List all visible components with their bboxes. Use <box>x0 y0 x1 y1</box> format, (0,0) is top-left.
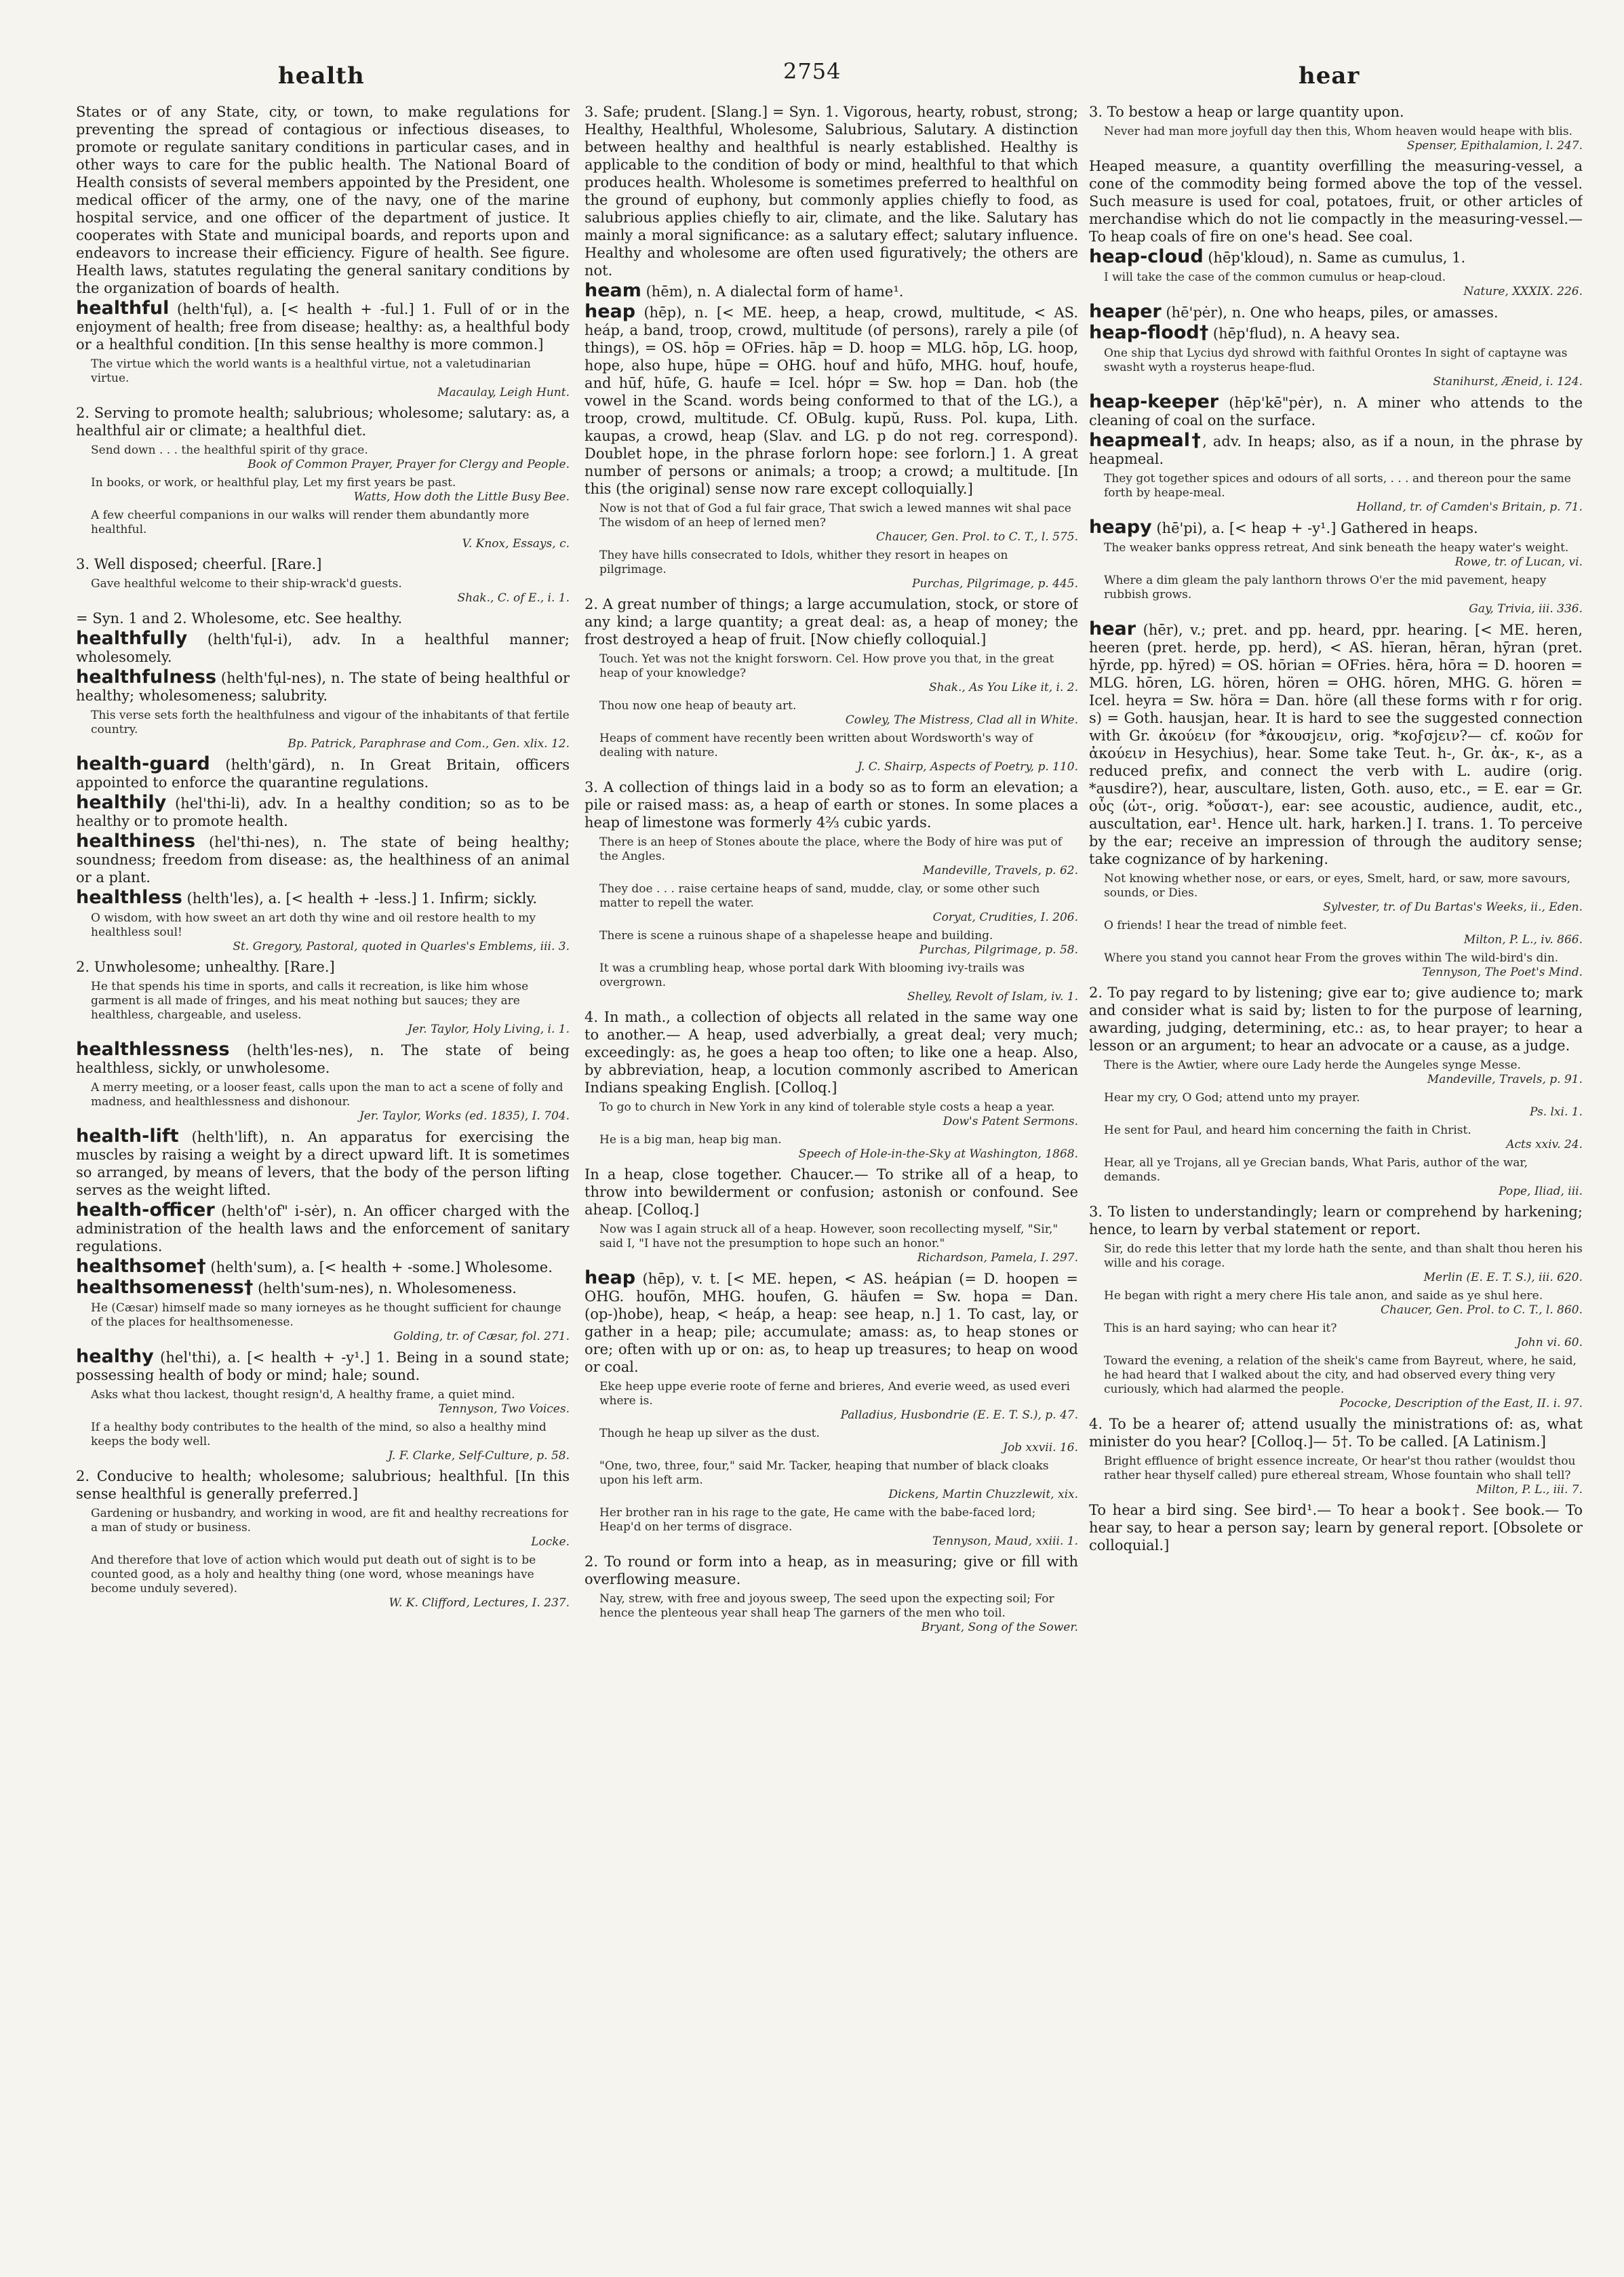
citation-quote <box>1104 271 1583 299</box>
sense-text: Heaped measure, a quantity overfilling the measuring-vessel, a cone of the commodity being formed above the top of the vessel. Such measure is used for coal, potatoes, fruit, or other articles of merchandise which do not lie compactly in the measuring-vessel.— To heap coals of fire on one's head. See coal. <box>1089 158 1583 245</box>
citation-quote <box>1104 1242 1583 1285</box>
quote-text: They have hills consecrated to Idols, whither they resort in heapes on pilgrimage. <box>599 549 1008 576</box>
sense-text: 3. Safe; prudent. [Slang.] = Syn. 1. Vigorous, hearty, robust, strong; Healthy, Healthful, Wholesome, Salubrious, Salutary. A distinction between healthy and healthful is nearly established. Healthy is applicable to the condition of body or mind, healthful to that which produces health. Wholesome is sometimes preferred to healthful on the ground of euphony, but commonly applies chiefly to food, as salubrious applies chiefly to air, climate, and the like. Salutary has mainly a moral significance: as a salutary effect; salutary influence. Healthy and wholesome are often used figuratively; the others are not. <box>585 104 1078 279</box>
quote-text: Heaps of comment have recently been written about Wordsworth's way of dealing with nature. <box>599 732 1033 759</box>
quote-source: V. Knox, Essays, c. <box>462 537 570 551</box>
quote-source: Milton, P. L., iii. 7. <box>1476 1483 1583 1497</box>
quote-source: Shelley, Revolt of Islam, iv. 1. <box>907 990 1078 1004</box>
quote-text: He is a big man, heap big man. <box>599 1133 782 1147</box>
quote-source: Purchas, Pilgrimage, p. 445. <box>912 577 1078 591</box>
quote-source: Milton, P. L., iv. 866. <box>1463 933 1583 947</box>
quote-source: Book of Common Prayer, Prayer for Clergy and People. <box>247 458 570 471</box>
headword: healthlessness <box>76 1039 230 1060</box>
quote-text: Nay, strew, with free and joyous sweep, The seed upon the expecting soil; For hence the plenteous year shall heap The garners of the men who toil. <box>599 1592 1054 1620</box>
citation-quote <box>91 1553 570 1610</box>
citation-quote <box>1104 1058 1583 1087</box>
quote-source: Stanihurst, Æneid, i. 124. <box>1433 375 1583 389</box>
citation-quote <box>91 911 570 954</box>
headword: heam <box>585 280 641 301</box>
column-left <box>76 102 570 2258</box>
quote-source: Jer. Taylor, Works (ed. 1835), I. 704. <box>359 1109 570 1123</box>
quote-source: Dow's Patent Sermons. <box>943 1115 1078 1128</box>
quote-source: Holland, tr. of Camden's Britain, p. 71. <box>1356 500 1583 514</box>
quote-text: Gardening or husbandry, and working in wood, are fit and healthy recreations for a man of study or business. <box>91 1507 568 1534</box>
citation-quote <box>91 357 570 400</box>
quote-source: Shak., As You Like it, i. 2. <box>928 681 1078 694</box>
definition-text: (helth'les-nes), n. The state of being healthless, sickly, or unwholesome. <box>76 1042 570 1076</box>
sense-text: 2. A great number of things; a large accumulation, stock, or store of any kind; a large quantity; a great deal: as, a heap of money; the frost destroyed a heap of fruit. [Now chiefly colloquial.] <box>585 596 1078 648</box>
quote-text: Sir, do rede this letter that my lorde hath the sente, and than shalt thou heren his wille and his corage. <box>1104 1242 1583 1270</box>
citation-quote <box>599 1133 1078 1162</box>
definition-text: (helth'gärd), n. In Great Britain, officers appointed to enforce the quarantine regulations. <box>76 757 570 791</box>
citation-quote <box>1104 872 1583 915</box>
quote-source: Pococke, Description of the East, II. i. 97. <box>1339 1397 1583 1410</box>
citation-quote <box>1104 574 1583 616</box>
citation-quote <box>1104 125 1583 153</box>
dictionary-entry <box>76 1128 570 1199</box>
quote-text: O friends! I hear the tread of nimble feet. <box>1104 919 1347 932</box>
citation-quote <box>91 1301 570 1344</box>
definition-text: (hēp'kē"pėr), n. A miner who attends to the cleaning of coal on the surface. <box>1089 395 1583 429</box>
quote-source: Cowley, The Mistress, Clad all in White. <box>845 713 1078 727</box>
citation-quote <box>599 502 1078 544</box>
quote-source: J. F. Clarke, Self-Culture, p. 58. <box>388 1449 570 1463</box>
headword: healthfully <box>76 628 188 649</box>
quote-text: Hear, all ye Trojans, all ye Grecian bands, What Paris, author of the war, demands. <box>1104 1156 1528 1184</box>
dictionary-entry <box>585 1269 1078 1376</box>
quote-source: Chaucer, Gen. Prol. to C. T., l. 575. <box>876 530 1078 544</box>
quote-text: Hear my cry, O God; attend unto my prayer. <box>1104 1091 1360 1105</box>
citation-quote <box>599 1101 1078 1129</box>
quote-source: Macaulay, Leigh Hunt. <box>437 386 570 399</box>
citation-quote <box>599 1592 1078 1635</box>
quote-source: Tennyson, Maud, xxiii. 1. <box>932 1534 1078 1548</box>
quote-text: Though he heap up silver as the dust. <box>599 1427 820 1440</box>
citation-quote <box>599 835 1078 878</box>
citation-quote <box>599 929 1078 957</box>
citation-quote <box>1104 1322 1583 1350</box>
definition-text: (helth'sum-nes), n. Wholesomeness. <box>253 1280 517 1296</box>
quote-text: I will take the case of the common cumulus or heap-cloud. <box>1104 271 1446 284</box>
right-guide-word: hear <box>1299 62 1360 90</box>
dictionary-entry <box>585 303 1078 498</box>
headword: heap <box>585 301 636 322</box>
sense-text: 4. In math., a collection of objects all related in the same way one to another.— A heap, used adverbially, a great deal; very much; exceedingly: as, he goes a heap too often; to like one a heap. Also, by abbreviation, heap, a locution commonly ascribed to American Indians speaking English. [Colloq.] <box>585 1009 1078 1096</box>
citation-quote <box>599 549 1078 591</box>
quote-source: Purchas, Pilgrimage, p. 58. <box>919 943 1078 957</box>
quote-source: Pope, Iliad, iii. <box>1499 1185 1583 1198</box>
citation-quote <box>599 962 1078 1004</box>
headword: heaper <box>1089 301 1162 322</box>
citation-quote <box>91 1507 570 1549</box>
quote-source: Dickens, Martin Chuzzlewit, xix. <box>888 1488 1078 1501</box>
citation-quote <box>599 1223 1078 1265</box>
dictionary-entry <box>76 669 570 705</box>
sense-text: 2. To round or form into a heap, as in measuring; give or fill with overflowing measure. <box>585 1553 1078 1587</box>
definition-text: (helth'les), a. [< health + -less.] 1. Infirm; sickly. <box>182 890 538 907</box>
quote-text: Asks what thou lackest, thought resign'd, A healthy frame, a quiet mind. <box>91 1388 515 1402</box>
quote-text: Where you stand you cannot hear From the groves within The wild-bird's din. <box>1104 951 1559 965</box>
quote-source: Rowe, tr. of Lucan, vi. <box>1454 555 1583 569</box>
quote-text: There is the Awtier, where oure Lady herde the Aungeles synge Messe. <box>1104 1058 1521 1072</box>
sense-text: 4. To be a hearer of; attend usually the ministrations of: as, what minister do you hear? [Colloq.]— 5†. To be called. [A Latinism.] <box>1089 1416 1583 1450</box>
left-guide-word: health <box>278 62 365 90</box>
citation-quote <box>1104 1156 1583 1199</box>
sense-text: States or of any State, city, or town, to make regulations for preventing the spread of contagious or infectious diseases, to promote or regulate sanitary conditions in particular cases, and in other ways to care for the public health. The National Board of Health consists of several members appointed by the President, one medical officer of the army, one of the navy, one of the marine hospital service, and one officer of the department of justice. It cooperates with State and municipal boards, and reports upon and endeavors to increase their efficiency. Figure of health. See figure. Health laws, statutes regulating the general sanitary conditions by the organization of boards of health. <box>76 104 570 296</box>
definition-text: (hel'thi-li), adv. In a healthy condition; so as to be healthy or to promote health. <box>76 795 570 829</box>
definition-text: (helth'fụl-i), adv. In a healthful manner; wholesomely. <box>76 631 570 665</box>
sense-text: 2. Serving to promote health; salubrious; wholesome; salutary: as, a healthful air or climate; a healthful diet. <box>76 405 570 439</box>
dictionary-entry <box>76 833 570 886</box>
quote-source: Richardson, Pamela, I. 297. <box>917 1251 1078 1265</box>
dictionary-entry <box>76 300 570 353</box>
quote-text: He (Cæsar) himself made so many iorneyes as he thought sufficient for chaunge of the places for healthsomenesse. <box>91 1301 561 1329</box>
quote-text: A few cheerful companions in our walks will render them abundantly more healthful. <box>91 509 530 536</box>
headword: healthfulness <box>76 667 217 688</box>
quote-text: Touch. Yet was not the knight forsworn. Cel. How prove you that, in the great heap of your knowledge? <box>599 652 1054 680</box>
quote-text: Now was I again struck all of a heap. However, soon recollecting myself, "Sir," said I, "I have not the presumption to hope such an honor." <box>599 1223 1058 1250</box>
headword: heap <box>585 1267 636 1288</box>
sense-text: 3. To listen to understandingly; learn or comprehend by harkening; hence, to learn by verbal statement or report. <box>1089 1204 1583 1238</box>
dictionary-entry <box>1089 248 1583 266</box>
headword: heapy <box>1089 517 1152 538</box>
citation-quote <box>91 709 570 751</box>
definition-text: (hel'thi), a. [< health + -y¹.] 1. Being in a sound state; possessing health of body or mind; hale; sound. <box>76 1349 570 1383</box>
quote-text: There is an heep of Stones aboute the place, where the Body of hire was put of the Angles. <box>599 835 1063 863</box>
quote-source: Mandeville, Travels, p. 62. <box>922 864 1078 877</box>
sense-text: In a heap, close together. Chaucer.— To strike all of a heap, to throw into bewilderment or confusion; astonish or confound. See aheap. [Colloq.] <box>585 1166 1078 1218</box>
quote-text: The weaker banks oppress retreat, And sink beneath the heapy water's weight. <box>1104 541 1569 555</box>
definition-text: (helth'fụl-nes), n. The state of being healthful or healthy; wholesomeness; salubrity. <box>76 670 570 704</box>
citation-quote <box>1104 951 1583 980</box>
quote-text: Thou now one heap of beauty art. <box>599 699 797 713</box>
quote-source: Tennyson, The Poet's Mind. <box>1422 966 1583 979</box>
definition-text: (hē'pėr), n. One who heaps, piles, or amasses. <box>1161 304 1499 321</box>
quote-text: One ship that Lycius dyd shrowd with faithful Orontes In sight of captayne was swasht wyth a roysterus heape-flud. <box>1104 346 1568 374</box>
quote-text: He began with right a mery chere His tale anon, and saide as ye shul here. <box>1104 1289 1543 1303</box>
dictionary-entry <box>1089 324 1583 342</box>
dictionary-entry <box>76 1258 570 1276</box>
citation-quote <box>1104 1454 1583 1497</box>
headword: heap-cloud <box>1089 246 1204 267</box>
quote-source: Bp. Patrick, Paraphrase and Com., Gen. xlix. 12. <box>288 737 570 751</box>
column-right <box>1089 102 1583 2258</box>
quote-text: They doe . . . raise certaine heaps of sand, mudde, clay, or some other such matter to repell the water. <box>599 882 1040 910</box>
quote-text: This is an hard saying; who can hear it? <box>1104 1322 1337 1335</box>
dictionary-entry <box>1089 620 1583 868</box>
citation-quote <box>91 980 570 1037</box>
headword: healthless <box>76 887 182 908</box>
quote-text: Never had man more joyfull day then this, Whom heaven would heape with blis. <box>1104 125 1572 138</box>
definition-text: (helth'fụl), a. [< health + -ful.] 1. Full of or in the enjoyment of health; free from disease; healthy: as, a healthful body or a healthful condition. [In this sense healthy is more common.] <box>76 301 570 353</box>
definition-text: (helth'sum), a. [< health + -some.] Wholesome. <box>205 1259 553 1275</box>
quote-source: Locke. <box>531 1535 570 1549</box>
quote-text: In books, or work, or healthful play, Let my first years be past. <box>91 476 456 490</box>
quote-source: Mandeville, Travels, p. 91. <box>1427 1073 1583 1086</box>
citation-quote <box>1104 919 1583 947</box>
definition-text: (hēr), v.; pret. and pp. heard, ppr. hearing. [< ME. heren, heeren (pret. herde, pp. herd), < AS. hīeran, hēran, hȳran (pret. hȳrde, pp. hȳred) = OS. hōrian = OFries. hēra, hōra = D. hooren = MLG. hōren, LG. hören, hören = OHG. hōren, MHG. G. hören = Icel. heyra = Sw. höra = Dan. höre (all these forms with r for orig. s) = Goth. hausjan, hear. It is hard to see the suggested connection with Gr. ἀκούειν (for *ἀκουσjειν, orig. *κοϝσjειν?— cf. κοῶν for ἀκούειν in Hesychius), hear. Some take Teut. h-, Gr. ἀκ-, κ-, as a reduced prefix, and connect the verb with L. audire (orig. *ausdire?), hear, auscultare, listen, Goth. auso, etc., = E. ear = Gr. οὖς (ὠτ-, orig. *οὔσατ-), ear: see acoustic, audience, audit, etc., auscultation, ear¹. Hence ult. hark, harken.] I. trans. 1. To perceive by the ear; receive an impression of through the auditory sense; take cognizance of by harkening. <box>1089 622 1583 867</box>
sense-text: To hear a bird sing. See bird¹.— To hear a book†. See book.— To hear say, to hear a person say; learn by general report. [Obsolete or colloquial.] <box>1089 1502 1583 1553</box>
definition-text: (hēp'kloud), n. Same as cumulus, 1. <box>1203 250 1466 266</box>
column-middle <box>585 102 1078 2258</box>
quote-source: Job xxvii. 16. <box>1003 1441 1078 1454</box>
quote-source: Shak., C. of E., i. 1. <box>457 591 570 605</box>
citation-quote <box>599 699 1078 728</box>
headword: heapmeal† <box>1089 430 1203 451</box>
definition-text: (hēp'flud), n. A heavy sea. <box>1208 325 1400 342</box>
definition-text: (hel'thi-nes), n. The state of being healthy; soundness; freedom from disease: as, the healthiness of an animal or a plant. <box>76 834 570 886</box>
sense-text: 3. A collection of things laid in a body so as to form an elevation; a pile or raised mass: as, a heap of earth or stones. In some places a heap of limestone was formerly 4⅔ cubic yards. <box>585 779 1078 831</box>
citation-quote <box>91 1421 570 1463</box>
citation-quote <box>599 882 1078 925</box>
citation-quote <box>599 1380 1078 1423</box>
quote-source: Chaucer, Gen. Prol. to C. T., l. 860. <box>1381 1303 1583 1317</box>
quote-text: And therefore that love of action which would put death out of sight is to be counted good, as a holy and healthy thing (one word, whose meanings have become unduly severed). <box>91 1553 536 1596</box>
citation-quote <box>1104 1124 1583 1152</box>
quote-source: Bryant, Song of the Sower. <box>921 1621 1078 1634</box>
quote-source: Coryat, Crudities, I. 206. <box>932 911 1078 924</box>
quote-source: Spenser, Epithalamion, l. 247. <box>1406 139 1583 153</box>
dictionary-entry <box>76 1348 570 1384</box>
definition-text: (hē'pi), a. [< heap + -y¹.] Gathered in heaps. <box>1151 520 1478 536</box>
definition-text: (helth'of" i-sėr), n. An officer charged with the administration of the health laws and the enforcement of sanitary regulations. <box>76 1203 570 1254</box>
definition-text: (hēp), v. t. [< ME. hepen, < AS. heápian (= D. hoopen = OHG. houfōn, MHG. houfen, G. häufen = Sw. hopa = Dan. (op-)hobe), heap, < heáp, a heap: see heap, n.] 1. To cast, lay, or gather in a heap; pile; accumulate; amass: as, to heap stones or ore; often with up or on: as, to heap up treasures; to heap on wood or coal. <box>585 1271 1078 1375</box>
headword: healthful <box>76 298 170 319</box>
dictionary-entry <box>1089 519 1583 537</box>
citation-quote <box>91 509 570 551</box>
citation-quote <box>1104 1354 1583 1411</box>
sense-text: 2. Unwholesome; unhealthy. [Rare.] <box>76 959 335 975</box>
quote-source: Watts, How doth the Little Busy Bee. <box>353 490 570 504</box>
quote-source: Gay, Trivia, iii. 336. <box>1469 602 1583 616</box>
dictionary-entry <box>585 282 1078 300</box>
dictionary-entry <box>76 1202 570 1255</box>
sense-text: 2. To pay regard to by listening; give ear to; give audience to; mark and consider what is said by; listen to for the purpose of learning, awarding, judging, determining, etc.: as, to hear prayer; to hear a lesson or an argument; to hear an advocate or a cause, as a judge. <box>1089 985 1583 1054</box>
quote-source: Palladius, Husbondrie (E. E. T. S.), p. 47. <box>840 1408 1078 1422</box>
quote-text: It was a crumbling heap, whose portal dark With blooming ivy-trails was overgrown. <box>599 962 1025 989</box>
quote-text: There is scene a ruinous shape of a shapelesse heape and building. <box>599 929 993 943</box>
dictionary-entry <box>76 755 570 791</box>
definition-text: (helth'lift), n. An apparatus for exercising the muscles by raising a weight by a direct upward lift. It is sometimes so arranged, by means of levers, that the body of the person lifting serves as the weight lifted. <box>76 1129 570 1198</box>
citation-quote <box>91 1388 570 1417</box>
headword: health-officer <box>76 1200 215 1221</box>
quote-text: Her brother ran in his rage to the gate, He came with the babe-faced lord; Heap'd on her terms of disgrace. <box>599 1506 1036 1534</box>
citation-quote <box>1104 1091 1583 1120</box>
quote-text: This verse sets forth the healthfulness and vigour of the inhabitants of that fertile country. <box>91 709 570 736</box>
headword: hear <box>1089 618 1136 639</box>
sense-text: 3. Well disposed; cheerful. [Rare.] <box>76 556 322 572</box>
quote-source: Acts xxiv. 24. <box>1506 1138 1583 1151</box>
citation-quote <box>91 443 570 472</box>
quote-text: Gave healthful welcome to their ship-wrack'd guests. <box>91 577 402 591</box>
citation-quote <box>91 577 570 606</box>
quote-text: Eke heep uppe everie roote of ferne and brieres, And everie weed, as used everi where is. <box>599 1380 1070 1408</box>
citation-quote <box>599 1427 1078 1455</box>
quote-source: Speech of Hole-in-the-Sky at Washington, 1868. <box>798 1147 1078 1161</box>
quote-text: Not knowing whether nose, or ears, or eyes, Smelt, hard, or saw, more savours, sounds, or Dies. <box>1104 872 1571 900</box>
citation-quote <box>91 1081 570 1124</box>
dictionary-entry <box>1089 432 1583 468</box>
quote-source: Merlin (E. E. T. S.), iii. 620. <box>1423 1271 1583 1284</box>
sense-text: 3. To bestow a heap or large quantity upon. <box>1089 104 1404 120</box>
quote-text: O wisdom, with how sweet an art doth thy wine and oil restore health to my healthless soul! <box>91 911 536 939</box>
quote-text: They got together spices and odours of all sorts, . . . and thereon pour the same forth by heape-meal. <box>1104 472 1571 500</box>
quote-text: He sent for Paul, and heard him concerning the faith in Christ. <box>1104 1124 1471 1137</box>
headword: heap-keeper <box>1089 391 1219 412</box>
quote-source: Nature, XXXIX. 226. <box>1463 285 1583 298</box>
definition-text: (hēp), n. [< ME. heep, a heap, crowd, multitude, < AS. heáp, a band, troop, crowd, multitude (of persons), rarely a pile (of things), = OS. hōp = OFries. hāp = D. hoop = MLG. hōp, LG. hoop, hope, also hupe, hūpe = OHG. houf and hūfo, MHG. houf, houfe, and hūf, hūfe, G. haufe = Icel. hópr = Sw. hop = Dan. hob (the vowel in the Scand. words being conformed to that of the LG.), a troop, crowd, multitude. Cf. OBulg. kupŭ, Russ. Pol. kupa, Lith. kaupas, a crowd, heap (Slav. and LG. p do not reg. correspond). Doublet hope, in the phrase forlorn hope: see forlorn.] 1. A great number of persons or animals; a troop; a crowd; a multitude. [In this (the original) sense now rare except colloquially.] <box>585 304 1078 497</box>
quote-source: J. C. Shairp, Aspects of Poetry, p. 110. <box>857 760 1078 774</box>
quote-text: The virtue which the world wants is a healthful virtue, not a valetudinarian virtue. <box>91 357 531 385</box>
quote-source: Tennyson, Two Voices. <box>438 1402 570 1416</box>
headword: healthiness <box>76 831 196 852</box>
quote-text: To go to church in New York in any kind of tolerable style costs a heap a year. <box>599 1101 1055 1114</box>
dictionary-entry <box>76 794 570 830</box>
headword: healthily <box>76 792 167 813</box>
quote-source: Golding, tr. of Cæsar, fol. 271. <box>393 1330 570 1343</box>
headword: healthy <box>76 1346 154 1367</box>
headword: health-lift <box>76 1126 179 1147</box>
quote-source: W. K. Clifford, Lectures, I. 237. <box>389 1596 570 1610</box>
citation-quote <box>91 476 570 504</box>
quote-text: Bright effluence of bright essence increate, Or hear'st thou rather (wouldst thou rather hear thyself called) pure ethereal stream, Whose fountain who shall tell? <box>1104 1454 1576 1482</box>
dictionary-entry <box>76 1279 570 1297</box>
citation-quote <box>1104 472 1583 515</box>
quote-source: John vi. 60. <box>1516 1336 1583 1349</box>
quote-source: Jer. Taylor, Holy Living, i. 1. <box>408 1023 570 1036</box>
quote-source: Sylvester, tr. of Du Bartas's Weeks, ii., Eden. <box>1323 900 1583 914</box>
quote-text: Where a dim gleam the paly lanthorn throws O'er the mid pavement, heapy rubbish grows. <box>1104 574 1547 601</box>
dictionary-entry <box>76 889 570 907</box>
quote-source: St. Gregory, Pastoral, quoted in Quarles's Emblems, iii. 3. <box>233 940 570 953</box>
sense-text: = Syn. 1 and 2. Wholesome, etc. See healthy. <box>76 610 403 627</box>
quote-text: Send down . . . the healthful spirit of thy grace. <box>91 443 368 457</box>
dictionary-entry <box>1089 303 1583 321</box>
headword: healthsomeness† <box>76 1277 254 1298</box>
citation-quote <box>1104 346 1583 389</box>
dictionary-entry <box>76 1041 570 1077</box>
citation-quote <box>599 732 1078 774</box>
quote-text: A merry meeting, or a looser feast, calls upon the man to act a scene of folly and madness, and healthlessness and dishonour. <box>91 1081 563 1109</box>
citation-quote <box>1104 541 1583 570</box>
definition-text: (hēm), n. A dialectal form of hame¹. <box>641 283 904 300</box>
citation-quote <box>599 652 1078 695</box>
citation-quote <box>1104 1289 1583 1318</box>
dictionary-entry <box>76 630 570 666</box>
headword: heap-flood† <box>1089 322 1209 343</box>
sense-text: 2. Conducive to health; wholesome; salubrious; healthful. [In this sense healthful is generally preferred.] <box>76 1468 570 1502</box>
citation-quote <box>599 1506 1078 1549</box>
quote-text: He that spends his time in sports, and calls it recreation, is like him whose garment is all made of fringes, and his meat nothing but sauces; they are healthless, chargeable, and useless. <box>91 980 529 1022</box>
quote-text: Now is not that of God a ful fair grace, That swich a lewed mannes wit shal pace The wisdom of an heep of lerned men? <box>599 502 1071 530</box>
headword: healthsome† <box>76 1256 206 1277</box>
quote-text: Toward the evening, a relation of the sheik's came from Bayreut, where, he said, he had heard that I walked about the city, and had observed every thing very curiously, which had alarmed the people. <box>1104 1354 1577 1396</box>
page-number: 2754 <box>783 58 841 84</box>
definition-text: , adv. In heaps; also, as if a noun, in the phrase by heapmeal. <box>1089 433 1583 467</box>
quote-source: Ps. lxi. 1. <box>1529 1105 1583 1119</box>
dictionary-entry <box>1089 393 1583 429</box>
citation-quote <box>599 1459 1078 1502</box>
quote-text: If a healthy body contributes to the health of the mind, so also a healthy mind keeps the body well. <box>91 1421 547 1448</box>
headword: health-guard <box>76 753 210 774</box>
quote-text: "One, two, three, four," said Mr. Tacker, heaping that number of black cloaks upon his left arm. <box>599 1459 1049 1487</box>
